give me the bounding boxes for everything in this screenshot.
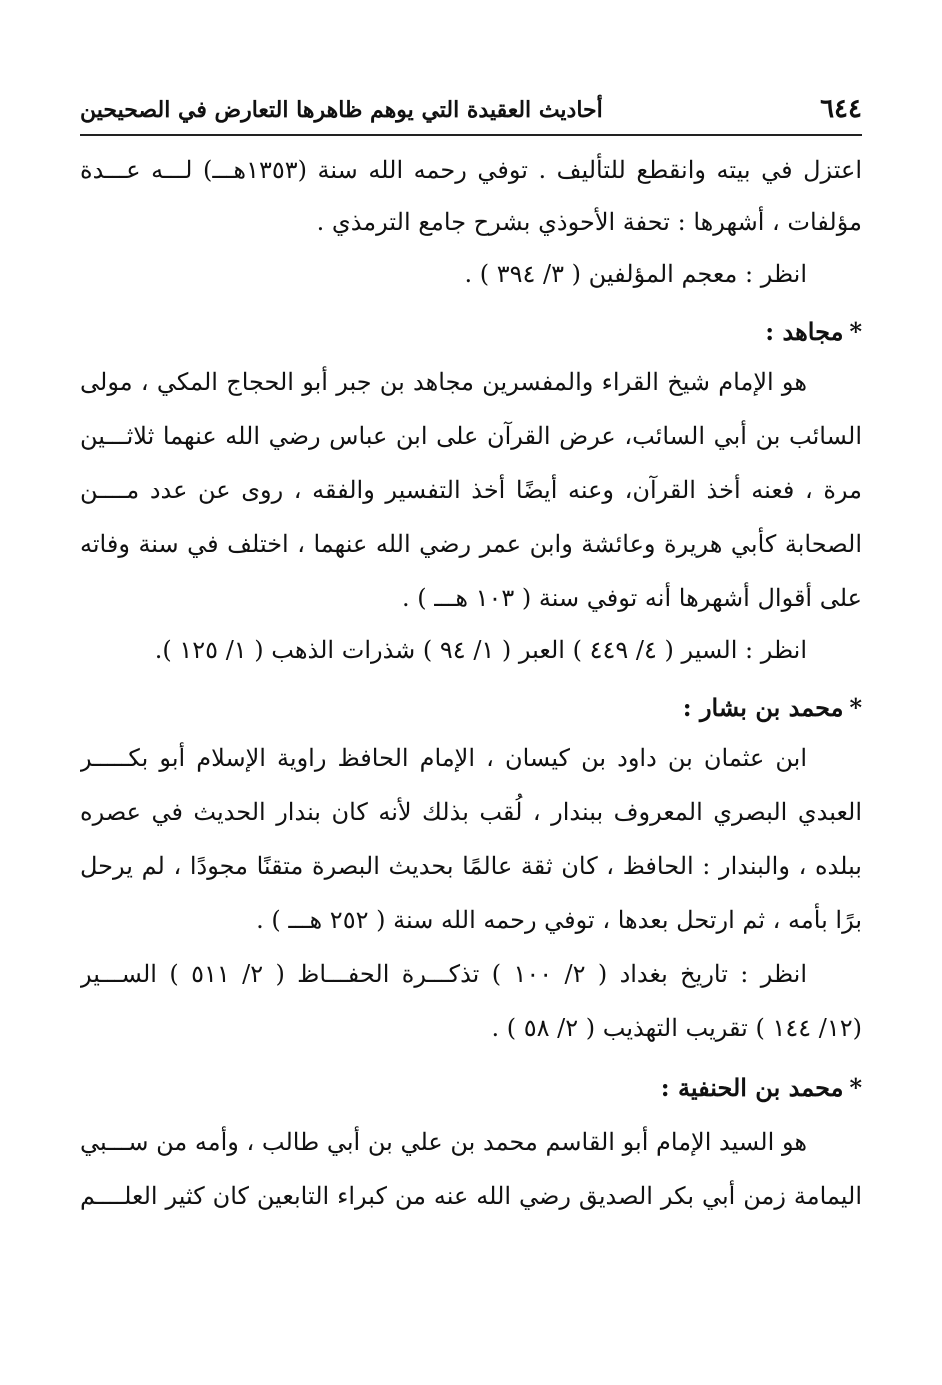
reference-line: انظر : السير ( ٤/ ٤٤٩ ) العبر ( ١/ ٩٤ ) شذرات الذهب ( ١/ ١٢٥ ). [154,636,807,664]
page-number: ٦٤٤ [820,94,862,124]
text-line: اعتزل في بيته وانقطع للتأليف . توفي رحمه الله سنة (١٣٥٣هـــ) لـــه عـــدة [80,156,862,184]
text-line: ببلده ، والبندار : الحافظ ، كان ثقة عالمًا بحديث البصرة متقنًا مجودًا ، لم يرحل [80,852,862,880]
text-line: اليمامة زمن أبي بكر الصديق رضي الله عنه من كبراء التابعين كان كثير العلــــم [80,1182,862,1210]
section-heading-muhammad-bin-bashar [80,682,862,734]
text-line: هو السيد الإمام أبو القاسم محمد بن علي بن أبي طالب ، وأمه من ســـبي [80,1128,807,1156]
text-line: الصحابة كأبي هريرة وعائشة وابن عمر رضي الله عنهما ، اختلف في سنة وفاته [80,530,862,558]
page-header [80,92,862,132]
running-title: أحاديث العقيدة التي يوهم ظاهرها التعارض في الصحيحين [80,97,603,123]
reference-line: انظر : معجم المؤلفين ( ٣/ ٣٩٤ ) . [464,260,807,288]
text-line: ابن عثمان بن داود بن كيسان ، الإمام الحافظ راوية الإسلام أبو بكـــــر [80,744,807,772]
text-line: السائب بن أبي السائب، عرض القرآن على ابن عباس رضي الله عنهما ثلاثـــين [80,422,862,450]
text-line: برًا بأمه ، ثم ارتحل بعدها ، توفي رحمه الله سنة ( ٢٥٢ هـــ ) . [256,906,862,934]
heading-text: محمد بن الحنفية : [660,1073,844,1102]
page-body [80,144,862,1274]
heading-star: * [849,693,862,722]
heading-star: * [849,1073,862,1102]
text-line: العبدي البصري المعروف ببندار ، لُقب بذلك لأنه كان بندار الحديث في عصره [80,798,862,826]
heading-text: محمد بن بشار : [682,693,844,722]
section-heading-mujahid [80,306,862,358]
reference-line: انظر : تاريخ بغداد ( ٢/ ١٠٠ ) تذكـــرة الحفـــاظ ( ٢/ ٥١١ ) الســـير [80,960,807,988]
section-heading-muhammad-bin-al-hanafiyya [80,1062,862,1114]
text-line: هو الإمام شيخ القراء والمفسرين مجاهد بن جبر أبو الحجاج المكي ، مولى [80,368,807,396]
heading-star: * [849,317,862,346]
heading-text: مجاهد : [765,317,844,346]
reference-line: (١٢/ ١٤٤ ) تقريب التهذيب ( ٢/ ٥٨ ) . [491,1014,862,1042]
text-line: على أقوال أشهرها أنه توفي سنة ( ١٠٣ هـــ ) . [401,584,862,612]
header-divider [80,134,862,136]
text-line: مرة ، فعنه أخذ القرآن، وعنه أيضًا أخذ التفسير والفقه ، روى عن عدد مــــن [80,476,862,504]
text-line: مؤلفات ، أشهرها : تحفة الأحوذي بشرح جامع الترمذي . [316,208,862,236]
